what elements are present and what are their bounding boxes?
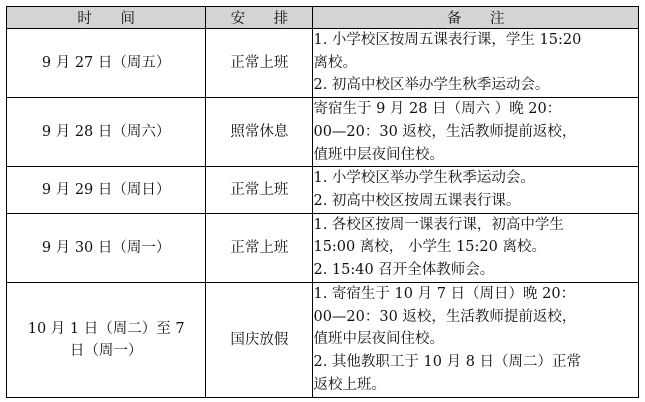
arrangement-cell: 国庆放假 [206,282,313,397]
note-line: 1. 小学校区按周五课表行课，学生 15:20 [313,32,582,48]
header-arrangement: 安 排 [206,7,313,29]
header-row [7,7,639,29]
note-line: 2. 初高中校区举办学生秋季运动会。 [313,77,550,94]
note-line: 2. 其他教职工于 10 月 8 日（周二）正常 [313,354,582,371]
notes-cell [313,282,639,397]
time-cell [7,282,206,397]
time-cell [7,167,206,213]
time-cell [7,29,206,98]
header-notes: 备 注 [313,7,639,29]
arrangement-cell: 照常休息 [206,98,313,167]
notes-cell [313,213,639,282]
note-line: 值班中层夜间住校。 [313,331,444,348]
time-text: 9 月 27 日（周五） [41,55,171,72]
table-row [7,282,639,397]
note-line: 2. 15:40 召开全体教师会。 [313,262,495,279]
note-line: 寄宿生于 9 月 28 日（周六 ）晚 20： [313,101,562,118]
notes-cell [313,167,639,213]
arrangement-cell: 正常上班 [206,167,313,213]
time-text: 9 月 30 日（周一） [41,239,171,256]
arrangement-cell: 正常上班 [206,29,313,98]
holiday-schedule-table [6,6,639,398]
table-row [7,98,639,167]
table-row [7,167,639,213]
note-line: 离校。 [313,54,357,71]
time-cell [7,213,206,282]
note-line: 1. 寄宿生于 10 月 7 日（周日）晚 20： [313,285,576,302]
note-line: 2. 初高中校区按周五课表行课。 [313,192,521,209]
table-row [7,213,639,282]
table-body [7,29,639,398]
arrangement-cell: 正常上班 [206,213,313,282]
notes-cell [313,98,639,167]
note-line: 返校上班。 [313,376,386,393]
note-line: 00—20：30 返校，生活教师提前返校， [313,308,577,325]
note-line: 15:00 离校， 小学生 15:20 离校。 [313,239,546,256]
time-text: 10 月 1 日（周二）至 7 [27,320,185,337]
time-text: 9 月 29 日（周日） [41,181,171,198]
header-time: 时 间 [7,7,206,29]
table-row [7,29,639,98]
time-text: 9 月 28 日（周六） [41,124,171,141]
notes-cell [313,29,639,98]
table-header [7,7,639,29]
note-line: 00—20：30 返校，生活教师提前返校， [313,123,577,140]
time-text: 日（周一） [69,342,143,359]
time-cell [7,98,206,167]
note-line: 1. 小学校区举办学生秋季运动会。 [313,170,535,187]
note-line: 值班中层夜间住校。 [313,146,444,163]
note-line: 1. 各校区按周一课表行课，初高中学生 [313,216,564,233]
